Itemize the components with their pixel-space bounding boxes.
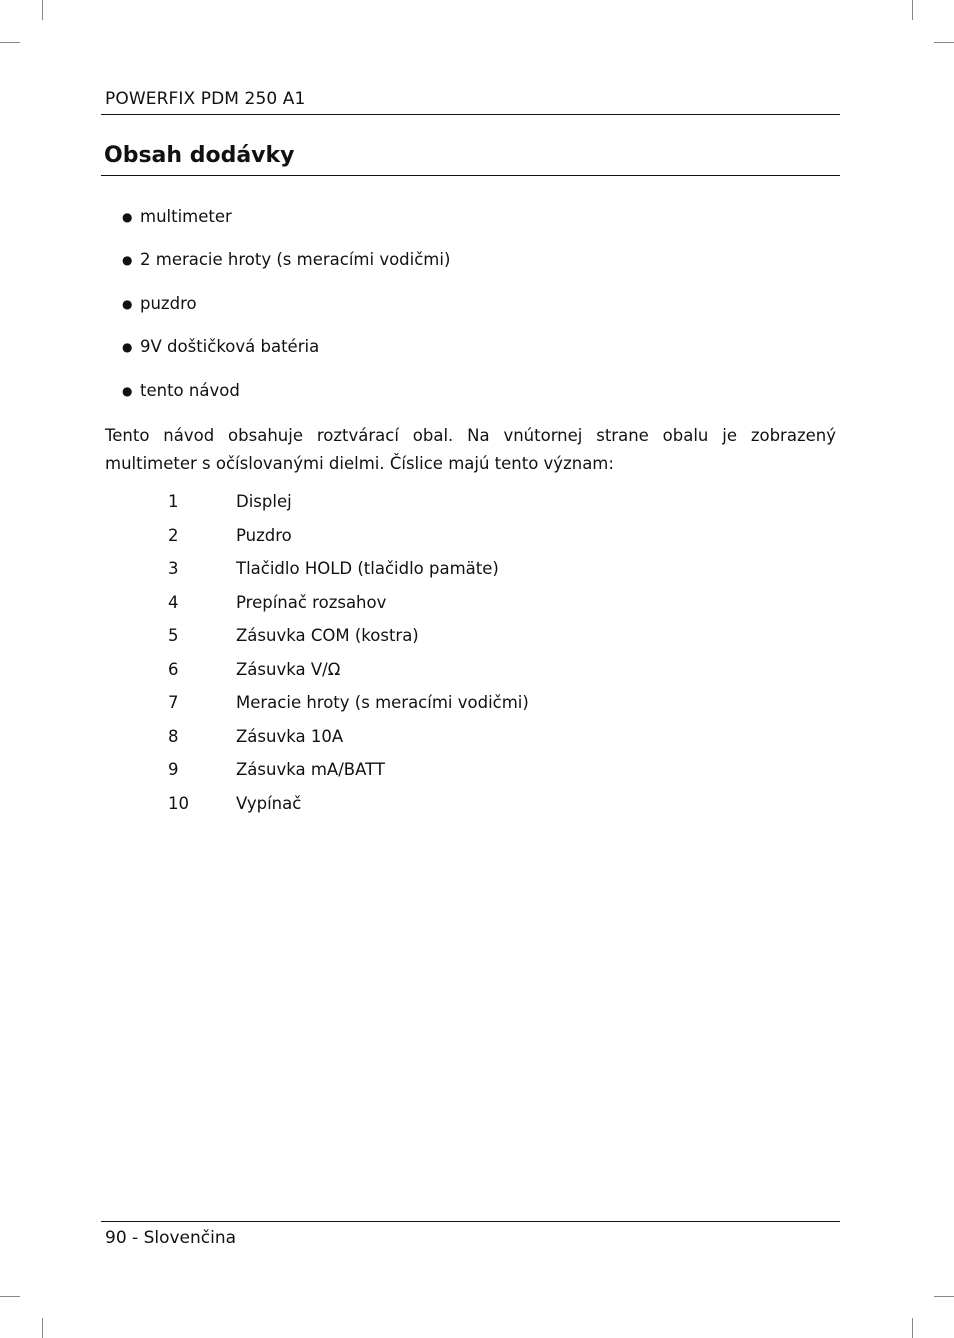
section-rule [101,175,840,176]
part-number: 1 [168,492,179,511]
crop-mark [0,42,20,43]
part-label: Displej [236,492,292,511]
part-label: Zásuvka COM (kostra) [236,626,419,645]
list-item: ● puzdro [122,292,450,335]
part-row [168,489,529,523]
contents-list [122,205,450,422]
crop-mark [42,1318,43,1338]
bullet-icon: ● [122,210,133,224]
crop-mark [934,42,954,43]
list-item: ● 9V doštičková batéria [122,335,450,378]
part-label: Tlačidlo HOLD (tlačidlo pamäte) [236,559,499,578]
list-item: ● tento návod [122,379,450,422]
footer-rule [101,1221,840,1222]
part-label: Zásuvka 10A [236,726,344,746]
part-row [168,556,529,590]
part-number: 6 [168,659,179,679]
part-row [168,690,529,724]
header-rule [101,114,840,115]
part-number: 3 [168,559,179,578]
part-row [168,757,529,791]
part-row [168,590,529,624]
part-number: 9 [168,760,179,779]
part-label: Puzdro [236,525,292,545]
part-row [168,724,529,758]
parts-list [168,489,529,824]
part-label: Zásuvka mA/BATT [236,760,385,779]
bullet-icon: ● [122,253,133,268]
page-header: POWERFIX PDM 250 A1 [105,89,306,109]
part-label: Vypínač [236,793,302,813]
bullet-icon: ● [122,340,133,355]
crop-mark [0,1296,20,1297]
bullet-icon: ● [122,383,133,398]
bullet-icon: ● [122,296,133,311]
part-number: 2 [168,525,179,545]
part-label: Meracie hroty (s meracími vodičmi) [236,693,529,712]
part-label: Prepínač rozsahov [236,592,387,612]
part-row [168,523,529,557]
crop-mark [912,1318,913,1338]
part-row [168,657,529,691]
part-number: 5 [168,626,179,645]
part-number: 8 [168,726,179,746]
part-number: 4 [168,592,179,612]
crop-mark [42,0,43,20]
part-number: 7 [168,693,179,712]
part-label: Zásuvka V/Ω [236,659,341,679]
list-item: ● 2 meracie hroty (s meracími vodičmi) [122,248,450,291]
intro-paragraph: Tento návod obsahuje roztvárací obal. Na vnútornej strane obalu je zobrazený multimeter s očíslovanými dielmi. Číslice majú tento význam: [105,426,836,473]
crop-mark [912,0,913,20]
part-row [168,623,529,657]
crop-mark [934,1296,954,1297]
list-item: ● multimeter [122,205,450,248]
part-number: 10 [168,793,189,813]
page-footer: 90 - Slovenčina [105,1228,237,1248]
section-title: Obsah dodávky [104,143,295,168]
part-row [168,791,529,825]
